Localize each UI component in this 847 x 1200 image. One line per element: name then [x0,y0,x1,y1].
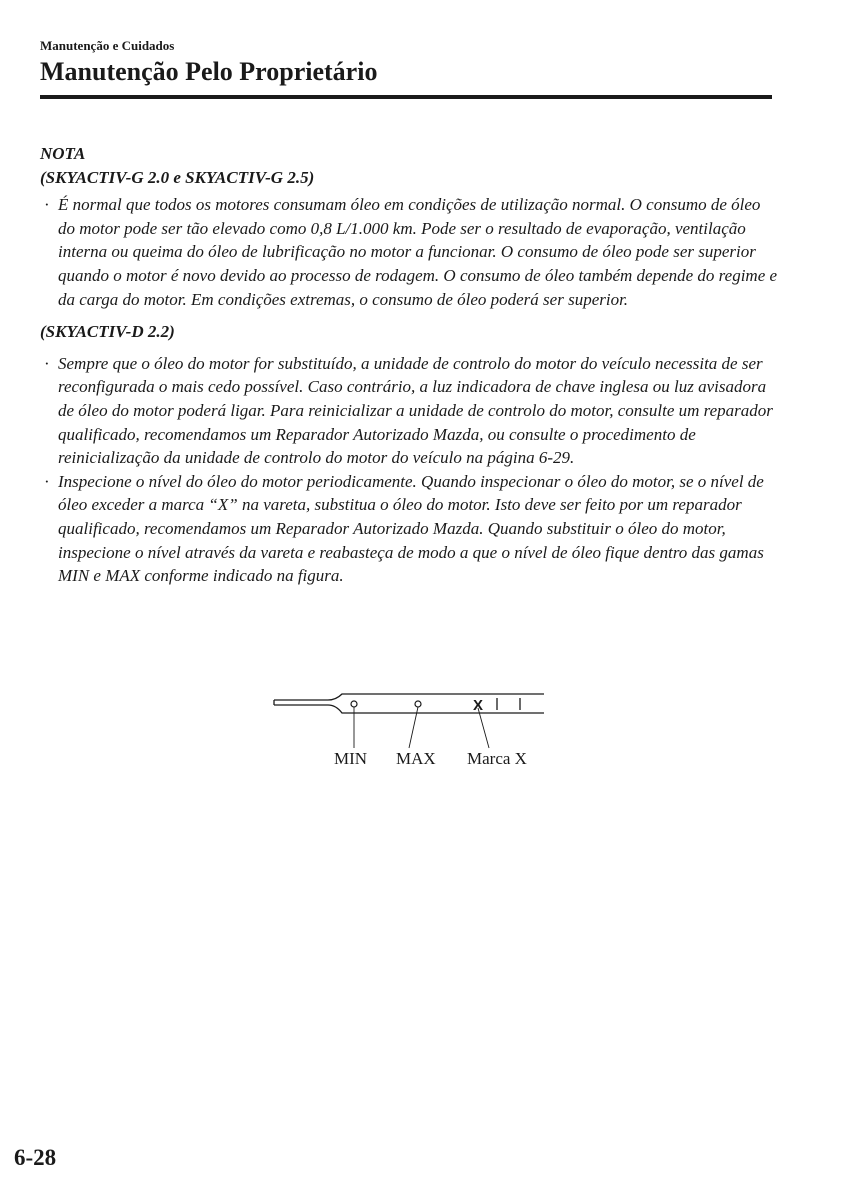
title-rule [40,95,772,99]
page-title: Manutenção Pelo Proprietário [40,57,378,86]
bullet-dot-icon: · [44,471,50,491]
diesel-bullet-text: Inspecione o nível do óleo do motor periodicamente. Quando inspecionar o óleo do motor, se o nível de óleo exceder a marca “X” na vareta, substitua o óleo do motor. Isto deve ser feito por um reparador qualificado, recomendamos um Reparador Autorizado Mazda. Quando substituir o óleo do motor, inspecione o nível através da vareta e reabasteça de modo a que o nível de óleo fique dentro das gamas MIN e MAX conforme indicado na figura. [58,471,764,586]
note-block [40,142,780,588]
min-label: MIN [334,749,368,768]
min-mark [351,701,357,707]
page-number: 6-28 [14,1145,57,1170]
max-mark [415,701,421,707]
bullet-dot-icon: · [44,195,50,215]
gasoline-bullet-text: É normal que todos os motores consumam óleo em condições de utilização normal. O consumo de óleo do motor pode ser tão elevado como 0,8 L/1.000 km. Pode ser o resultado de evaporação, ventilação interna ou queima do óleo de lubrificação no motor a funcionar. O consumo de óleo pode ser superior quando o motor é novo devido ao processo de rodagem. O consumo de óleo também depende do regime e da carga do motor. Em condições extremas, o consumo de óleo poderá ser superior. [58,195,778,309]
max-label: MAX [396,749,436,768]
mark-x-label: Marca X [467,749,527,768]
diesel-bullet [40,470,780,588]
x-mark: X [472,697,484,714]
gasoline-heading: (SKYACTIV-G 2.0 e SKYACTIV-G 2.5) [40,167,315,187]
note-label: NOTA [40,144,86,163]
section-label: Manutenção e Cuidados [40,38,175,53]
diesel-bullet-text: Sempre que o óleo do motor for substituído, a unidade de controlo do motor do veículo necessita de ser reconfigurada o mais cedo possível. Caso contrário, a luz indicadora de chave inglesa ou luz avisadora de óleo do motor poderá ligar. Para reinicializar a unidade de controlo do motor, consulte um reparador qualificado, recomendamos um Reparador Autorizado Mazda, ou consulte o procedimento de reinicialização da unidade de controlo do motor do veículo na página 6-29. [58,353,773,468]
dipstick-icon [274,694,544,713]
diesel-heading: (SKYACTIV-D 2.2) [40,322,175,342]
bullet-dot-icon: · [44,353,50,373]
diesel-bullet [40,352,780,470]
gasoline-bullet [40,193,780,311]
